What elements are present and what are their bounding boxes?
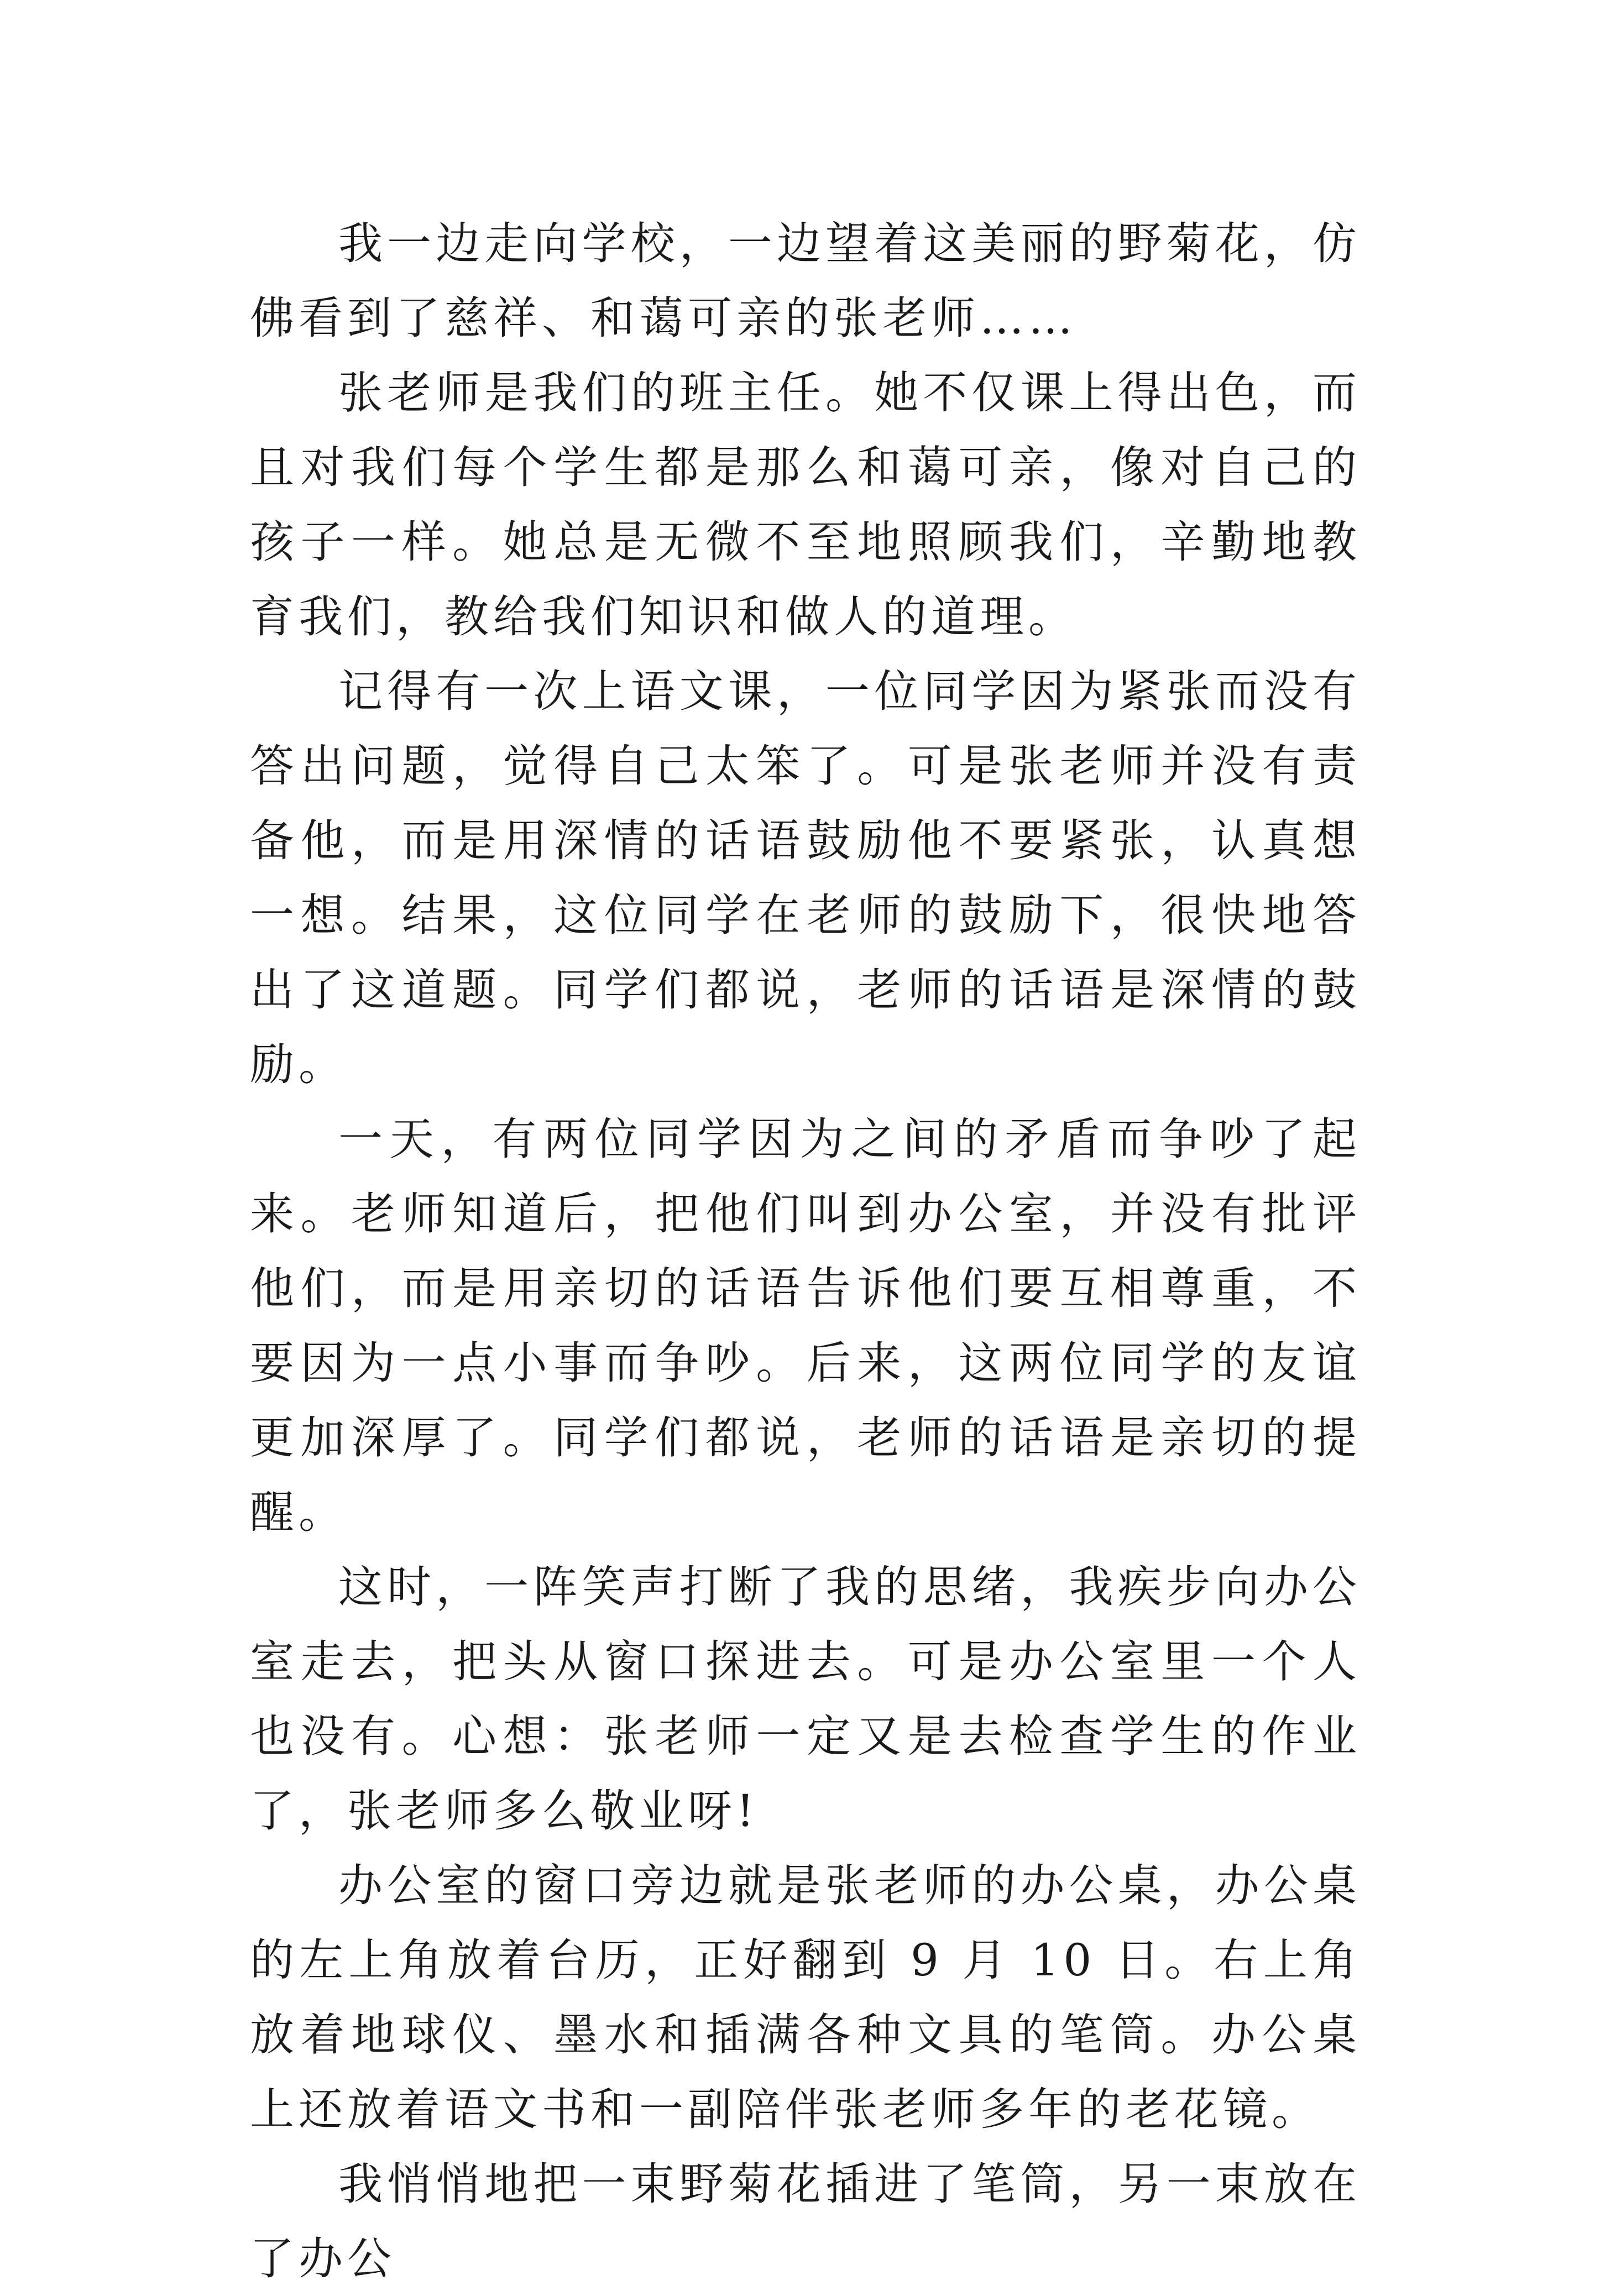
document-body [250,206,1361,2296]
paragraph-6: 办公室的窗口旁边就是张老师的办公桌，办公桌的左上角放着台历，正好翻到 9 月 10 日。右上角放着地球仪、墨水和插满各种文具的笔筒。办公桌上还放着语文书和一副陪伴张老师多年的老花镜。 [250,1860,1361,2135]
paragraph-4: 一天，有两位同学因为之间的矛盾而争吵了起来。老师知道后，把他们叫到办公室，并没有批评他们，而是用亲切的话语告诉他们要互相尊重，不要因为一点小事而争吵。后来，这两位同学的友谊更加深厚了。同学们都说，老师的话语是亲切的提醒。 [250,1113,1361,1538]
paragraph-7: 我悄悄地把一束野菊花插进了笔筒，另一束放在了办公 [250,2158,1361,2284]
paragraph-5: 这时，一阵笑声打断了我的思绪，我疾步向办公室走去，把头从窗口探进去。可是办公室里一个人也没有。心想：张老师一定又是去检查学生的作业了，张老师多么敬业呀! [250,1561,1361,1837]
paragraph-3: 记得有一次上语文课，一位同学因为紧张而没有答出问题，觉得自己太笨了。可是张老师并没有责备他，而是用深情的话语鼓励他不要紧张，认真想一想。结果，这位同学在老师的鼓励下，很快地答出了这道题。同学们都说，老师的话语是深情的鼓励。 [250,666,1361,1090]
paragraph-1: 我一边走向学校，一边望着这美丽的野菊花，仿佛看到了慈祥、和蔼可亲的张老师…… [250,218,1361,344]
paragraph-2: 张老师是我们的班主任。她不仅课上得出色，而且对我们每个学生都是那么和蔼可亲，像对自己的孩子一样。她总是无微不至地照顾我们，辛勤地教育我们，教给我们知识和做人的道理。 [250,367,1361,642]
